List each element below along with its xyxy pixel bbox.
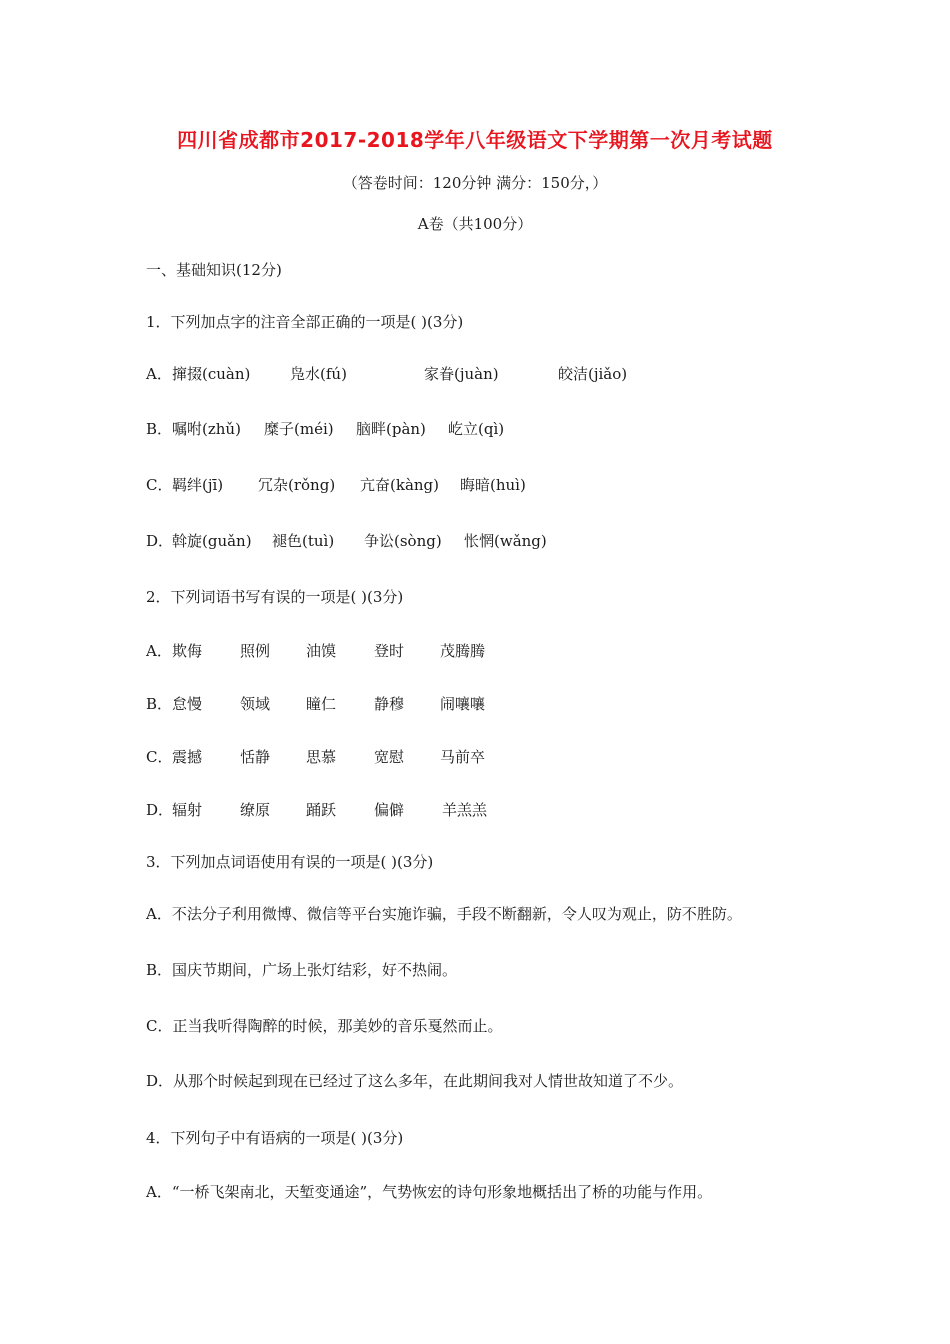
q3-option-b: B．国庆节期间，广场上张灯结彩，好不热闹。: [146, 961, 458, 979]
option-letter: D．: [146, 801, 174, 819]
option-letter: C．: [146, 748, 173, 766]
option-word: 怠慢: [172, 695, 203, 713]
option-word: 领域: [240, 695, 271, 713]
page-title: 四川省成都市2017-2018学年八年级语文下学期第一次月考试题: [177, 128, 773, 152]
option-word: 欺侮: [172, 642, 203, 660]
option-letter: C．: [146, 476, 173, 494]
option-item: 斡旋(guǎn): [172, 532, 252, 550]
option-item: 皎洁(jiǎo): [558, 365, 628, 383]
option-letter: B．: [146, 695, 173, 713]
option-word: 马前卒: [440, 748, 486, 766]
option-letter: D．: [146, 532, 174, 550]
option-word: 闹嚷嚷: [440, 695, 486, 713]
question-2-stem: 2．下列词语书写有误的一项是( )(3分): [146, 588, 404, 606]
option-word: 缭原: [240, 801, 271, 819]
exam-info: （答卷时间：120分钟 满分：150分，）: [342, 174, 608, 192]
option-item: 凫水(fú): [290, 365, 347, 383]
question-3-stem: 3．下列加点词语使用有误的一项是( )(3分): [146, 853, 434, 871]
option-word: 瞳仁: [306, 695, 337, 713]
option-item: 晦暗(huì): [460, 476, 526, 494]
option-word: 思慕: [306, 748, 337, 766]
q3-option-a: A．不法分子利用微博、微信等平台实施诈骗，手段不断翻新，令人叹为观止，防不胜防。: [146, 905, 742, 923]
option-word: 宽慰: [374, 748, 405, 766]
volume-heading: A卷（共100分）: [417, 215, 533, 233]
q3-option-c: C．正当我听得陶醉的时候，那美妙的音乐戛然而止。: [146, 1017, 503, 1035]
option-item: 亢奋(kàng): [360, 476, 439, 494]
option-item: 羁绊(jī): [172, 476, 224, 494]
option-word: 油馍: [306, 642, 337, 660]
option-letter: A．: [146, 642, 172, 660]
option-word: 登时: [374, 642, 405, 660]
option-item: 家眷(juàn): [424, 365, 499, 383]
question-1-stem: 1．下列加点字的注音全部正确的一项是( )(3分): [146, 313, 464, 331]
option-item: 脑畔(pàn): [356, 420, 426, 438]
option-item: 屹立(qì): [448, 420, 505, 438]
option-letter: A．: [146, 365, 172, 383]
section-heading: 一、基础知识(12分): [146, 261, 282, 279]
option-word: 偏僻: [374, 801, 405, 819]
option-item: 争讼(sòng): [364, 532, 442, 550]
option-word: 辐射: [172, 801, 203, 819]
question-4-stem: 4．下列句子中有语病的一项是( )(3分): [146, 1129, 404, 1147]
option-item: 冗杂(rǒng): [258, 476, 336, 494]
option-item: 嘱咐(zhǔ): [172, 420, 241, 438]
option-item: 撺掇(cuàn): [172, 365, 251, 383]
option-item: 怅惘(wǎng): [464, 532, 547, 550]
option-word: 静穆: [374, 695, 405, 713]
q4-option-a: A．“一桥飞架南北，天堑变通途”，气势恢宏的诗句形象地概括出了桥的功能与作用。: [146, 1183, 713, 1201]
option-word: 羊羔羔: [442, 801, 488, 819]
option-letter: B．: [146, 420, 173, 438]
option-word: 照例: [240, 642, 271, 660]
option-word: 踊跃: [306, 801, 337, 819]
option-item: 糜子(méi): [264, 420, 334, 438]
option-word: 茂腾腾: [440, 642, 486, 660]
option-word: 震撼: [172, 748, 203, 766]
q3-option-d: D．从那个时候起到现在已经过了这么多年，在此期间我对人情世故知道了不少。: [146, 1072, 684, 1090]
option-word: 恬静: [240, 748, 271, 766]
option-item: 褪色(tuì): [272, 532, 335, 550]
